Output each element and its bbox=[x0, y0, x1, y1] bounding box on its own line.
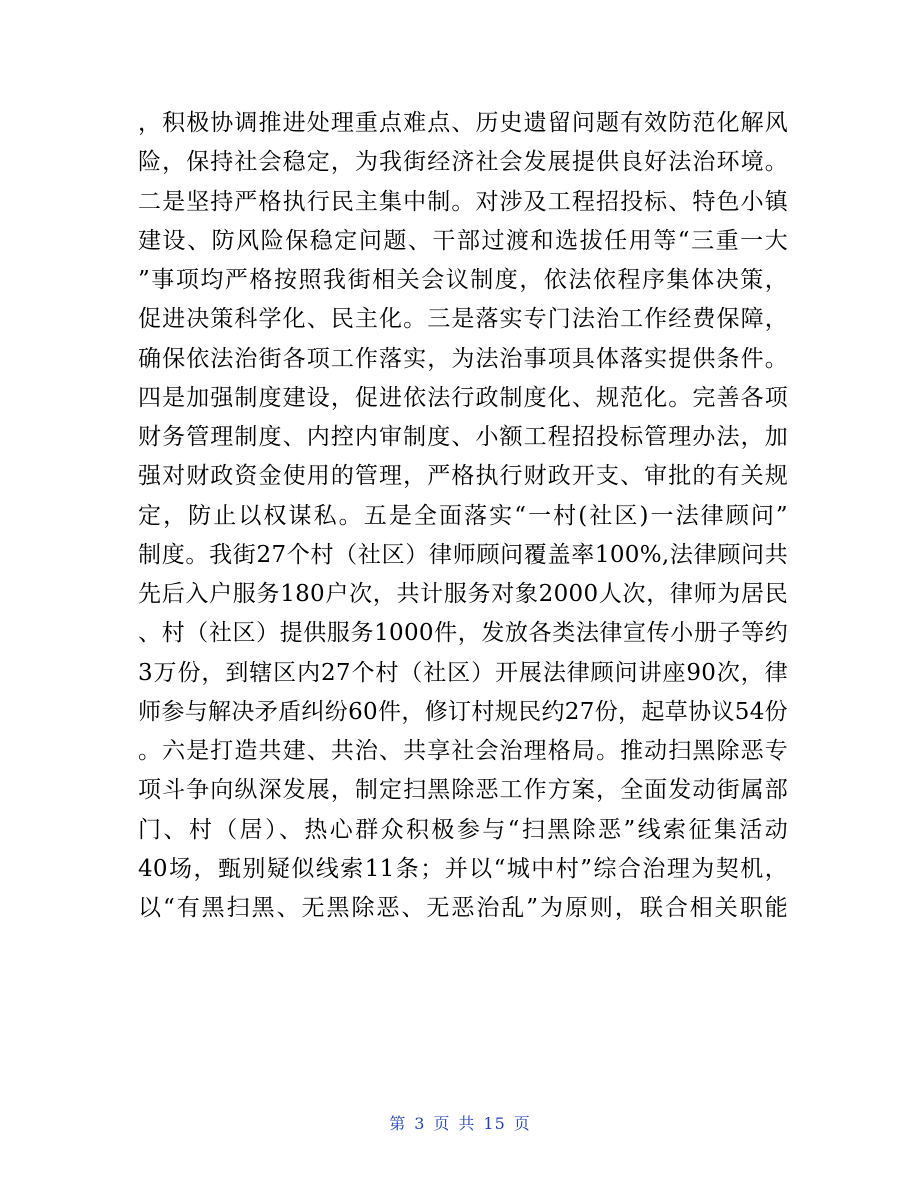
text-line: 以“有黑扫黑、无黑除恶、无恶治乱”为原则，联合相关职能 bbox=[138, 895, 788, 921]
page-footer bbox=[0, 1112, 920, 1136]
text-line: 3万份，到辖区内27个村（社区）开展法律顾问讲座90次，律 bbox=[138, 659, 788, 686]
text-line: 、村（社区）提供服务1000件，发放各类法律宣传小册子等约 bbox=[138, 620, 788, 647]
text-line: 40场，甄别疑似线索11条；并以“城中村”综合治理为契机， bbox=[138, 855, 788, 882]
text-line: 先后入户服务180户次，共计服务对象2000人次，律师为居民 bbox=[138, 581, 788, 607]
text-line: 定，防止以权谋私。五是全面落实“一村(社区)一法律顾问” bbox=[138, 502, 788, 529]
text-line: 。六是打造共建、共治、共享社会治理格局。推动扫黑除恶专 bbox=[138, 738, 788, 764]
current-page-number: 3 bbox=[414, 1114, 426, 1133]
text-line: 财务管理制度、内控内审制度、小额工程招投标管理办法，加 bbox=[138, 424, 788, 450]
text-line: 项斗争向纵深发展，制定扫黑除恶工作方案，全面发动街属部 bbox=[138, 777, 788, 804]
text-line: 强对财政资金使用的管理，严格执行财政开支、审批的有关规 bbox=[138, 463, 788, 490]
page-label-prefix: 第 bbox=[389, 1114, 407, 1133]
text-line: 险，保持社会稳定，为我街经济社会发展提供良好法治环境。 bbox=[138, 149, 788, 176]
total-pages-number: 15 bbox=[483, 1114, 506, 1133]
body-text bbox=[138, 104, 788, 928]
text-line: 门、村（居）、热心群众积极参与“扫黑除恶”线索征集活动 bbox=[138, 816, 788, 843]
page-unit-end: 页 bbox=[513, 1114, 531, 1133]
page-unit: 页 bbox=[433, 1114, 451, 1133]
text-line: 师参与解决矛盾纠纷60件，修订村规民约27份，起草协议54份 bbox=[138, 698, 788, 725]
text-line: 制度。我街27个村（社区）律师顾问覆盖率100%,法律顾问共 bbox=[138, 541, 788, 568]
total-label: 共 bbox=[458, 1114, 476, 1133]
text-line: ”事项均严格按照我街相关会议制度，依法依程序集体决策， bbox=[138, 267, 788, 293]
text-line: 建设、防风险保稳定问题、干部过渡和选拔任用等“三重一大 bbox=[138, 227, 788, 254]
text-line: 促进决策科学化、民主化。三是落实专门法治工作经费保障， bbox=[138, 306, 788, 333]
text-line: 确保依法治街各项工作落实，为法治事项具体落实提供条件。 bbox=[138, 345, 788, 372]
text-line: 四是加强制度建设，促进依法行政制度化、规范化。完善各项 bbox=[138, 384, 788, 411]
text-line: ，积极协调推进处理重点难点、历史遗留问题有效防范化解风 bbox=[138, 110, 788, 136]
text-line: 二是坚持严格执行民主集中制。对涉及工程招投标、特色小镇 bbox=[138, 188, 788, 215]
